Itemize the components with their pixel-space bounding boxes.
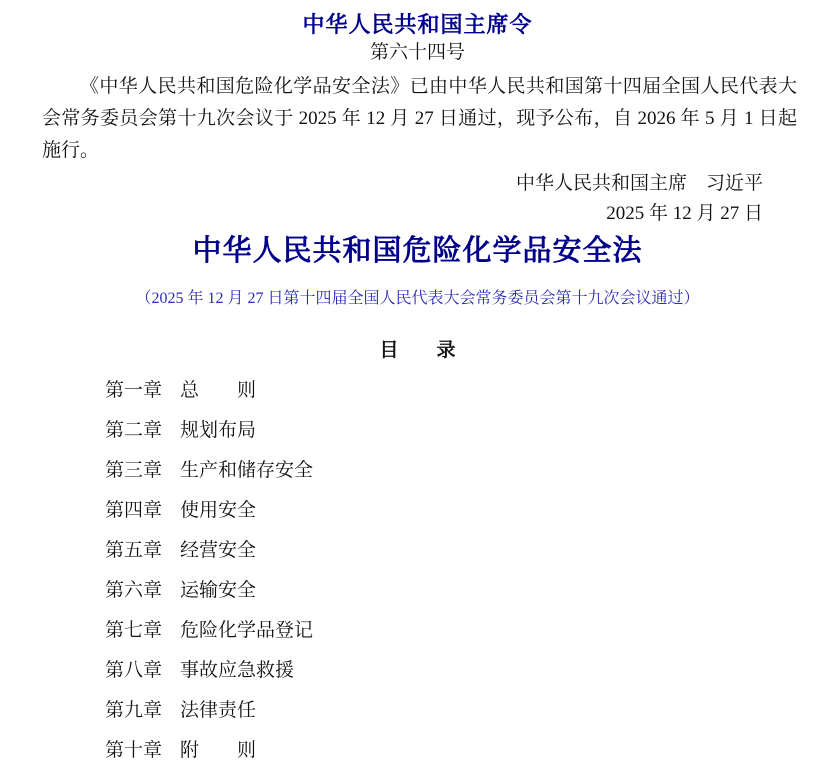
toc-chapter-number: 第五章 [105, 540, 163, 561]
toc-chapter-title: 使用安全 [180, 500, 257, 521]
toc-item-chapter-5 [105, 531, 835, 571]
toc-list [0, 371, 835, 771]
decree-number: 第六十四号 [369, 42, 465, 63]
toc-chapter-number: 第八章 [105, 660, 163, 681]
toc-chapter-number: 第三章 [105, 460, 163, 481]
toc-chapter-title: 运输安全 [180, 580, 257, 601]
toc-chapter-title: 危险化学品登记 [180, 620, 314, 641]
toc-item-chapter-8 [105, 651, 835, 691]
toc-chapter-number: 第十章 [105, 740, 163, 761]
toc-item-chapter-6 [105, 571, 835, 611]
toc-item-chapter-1 [105, 371, 835, 411]
decree-body-paragraph: 《中华人民共和国危险化学品安全法》已由中华人民共和国第十四届全国人民代表大会常务委员会第十九次会议于 2025 年 12 月 27 日通过，现予公布，自 2026 年 5 月 1 日起施行。 [42, 76, 797, 161]
toc-chapter-number: 第二章 [105, 420, 163, 441]
toc-chapter-title: 生产和储存安全 [180, 460, 314, 481]
toc-item-chapter-4 [105, 491, 835, 531]
signature-name: 中华人民共和国主席 习近平 [515, 173, 763, 194]
toc-item-chapter-7 [105, 611, 835, 651]
toc-chapter-number: 第一章 [105, 380, 163, 401]
toc-chapter-number: 第六章 [105, 580, 163, 601]
toc-item-chapter-3 [105, 451, 835, 491]
signature-date: 2025 年 12 月 27 日 [606, 203, 763, 224]
toc-chapter-title: 附 则 [180, 740, 257, 761]
law-subtitle: （2025 年 12 月 27 日第十四届全国人民代表大会常务委员会第十九次会议通过） [135, 290, 700, 307]
toc-chapter-title: 经营安全 [180, 540, 257, 561]
toc-item-chapter-10 [105, 731, 835, 771]
signature-block [0, 169, 835, 229]
toc-chapter-title: 规划布局 [180, 420, 257, 441]
law-title: 中华人民共和国危险化学品安全法 [192, 235, 643, 267]
toc-heading: 目 录 [379, 340, 456, 361]
toc-chapter-number: 第七章 [105, 620, 163, 641]
toc-chapter-title: 总 则 [180, 380, 257, 401]
toc-item-chapter-2 [105, 411, 835, 451]
toc-chapter-number: 第九章 [105, 700, 163, 721]
decree-title: 中华人民共和国主席令 [302, 12, 533, 37]
toc-chapter-title: 事故应急救援 [180, 660, 295, 681]
toc-chapter-title: 法律责任 [180, 700, 257, 721]
toc-chapter-number: 第四章 [105, 500, 163, 521]
toc-item-chapter-9 [105, 691, 835, 731]
